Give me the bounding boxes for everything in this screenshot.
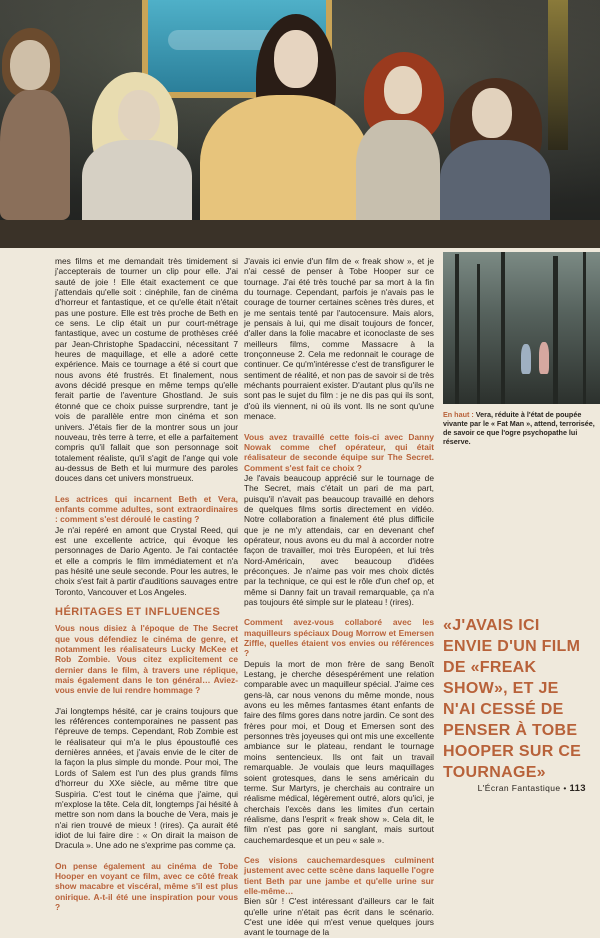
tree (455, 254, 459, 404)
doll-head (472, 88, 512, 138)
interview-question: Comment avez-vous collaboré avec les maquilleurs spéciaux Doug Morrow et Emersen Ziffle, quelles étaient vos envies ou références ? (244, 617, 434, 659)
girl-head (274, 30, 318, 88)
paragraph: Je l'avais beaucoup apprécié sur le tournage de The Secret, mais c'était un pari de ma part, puisqu'il n'avait pas beaucoup travaillé en dehors de quelques films sortis directement en vidéo. Notre collaboration a finalement été plus difficile que je ne m'y attendais, car en devenant chef opérateur, nous avons eu du mal à accorder notre façon de travailler, moi très Européen, et lui très Nord-Américain, avec beaucoup d'idées préconçues. Je n'aime pas voir mes choix dictés par la technique, ce qui est le rôle d'un chef op, et même si Danny fait un travail remarquable, ça n'a pas toujours été simple sur le plateau ! (rires). (244, 472, 434, 607)
paragraph: Je n'ai repéré en amont que Crystal Reed, qui est une excellente actrice, qui évoque les personnages de Dario Agento. Je l'ai contactée et elle a compris le film immédiatement et n'a pas hésité une seule seconde. Pour les autres, le choix s'est fait à partir d'auditions sauvages entre Toronto, Vancouver et Los Angeles. (55, 524, 238, 597)
section-subhead: HÉRITAGES ET INFLUENCES (55, 606, 221, 618)
pull-quote: «J'AVAIS ICI ENVIE D'UN FILM DE «FREAK SHOW», ET JE N'AI CESSÉ DE PENSER À TOBE HOOPER SUR CE TOURNAGE» (443, 617, 582, 781)
magazine-name: L'Écran Fantastique (477, 783, 561, 793)
hero-lamp (548, 0, 568, 150)
doll-head (10, 40, 50, 90)
paragraph: Bien sûr ! C'est intéressant d'ailleurs car le fait qu'elle urine n'était pas écrit dans le scénario. C'est une idée qui m'est venue quelques jours avant le tournage de la (244, 896, 434, 938)
interview-question: Vous avez travaillé cette fois-ci avec Danny Nowak comme chef opérateur, qui était réalisateur de seconde équipe sur The Secret. Comment s'est fait ce choix ? (244, 431, 434, 473)
forest-photo (443, 252, 600, 404)
paragraph: Depuis la mort de mon frère de sang Benoît Lestang, je cherche désespérément une relation comparable avec un maquilleur spécial. J'aime ces gens-là, car nous venons du même monde, nous avons eu les mêmes fantasmes étant enfants de faire des films gores dans notre jardin. Ce sont des frères pour moi, et Doug et Emersen sont des personnes très joyeuses qui ont mis une excellente ambiance sur le plateau, rendant le tournage moins sentencieux. Ils ont fait un travail remarquable. Je voulais que leurs maquillages soient grotesques, dans le sens américain du terme. Sur Martyrs, je cherchais au contraire un réalisme médical, légèrement outré, alors qu'ici, je cherchais l'excès dans les limites d'un certain réalisme, dans l'esprit « freak show ». Cela dit, le film n'est pas gore ni sanglant, mais surtout cauchemardesque et un peu « sale ». (244, 658, 434, 845)
photo-caption (443, 410, 595, 446)
hero-floor (0, 220, 600, 248)
tree (477, 264, 480, 404)
girl-figure (521, 344, 531, 374)
tree (553, 256, 558, 404)
folio-separator: • (560, 783, 570, 793)
doll-body (0, 90, 70, 220)
girl-figure (539, 342, 549, 374)
interview-question: Vous nous disiez à l'époque de The Secret que vous défendiez le cinéma de genre, et notamment les réalisateurs Lucky McKee et Rob Zombie. Vous citez explicitement ce dernier dans le film, à travers une réplique, mais également dans le ton général… Aviez-vous envie de lui rendre hommage ? (55, 623, 238, 696)
doll-head (384, 66, 422, 114)
hero-photo (0, 0, 600, 248)
doll-body (82, 140, 192, 230)
paragraph: J'avais ici envie d'un film de « freak show », et je n'ai cessé de penser à Tobe Hooper sur ce tournage. J'ai été très touché par sa mort à la fin du tournage. Cependant, parfois je n'avais pas le courage de tourner certaines scènes très dures, et je me sentais tenté par l'autocensure. Mais alors, je pensais à lui, qui me disait toujours de foncer, d'aller dans la folie macabre et iconoclaste de ses meilleurs films, comme Massacre à la tronçonneuse 2. Cela me redonnait le courage de continuer. Ce qu'm'intéresse c'est de transfigurer le sentiment de réalité, et non pas de savoir si de très méchants pourraient exister. D'autant plus qu'ils ne sont pas le sujet du film : je ne dis pas qui ils sont, d'où ils viennent, ni où ils vont. Ils ne sont qu'une menace. (244, 256, 434, 422)
tree (501, 252, 505, 404)
paragraph: mes films et me demandait très timidement si j'accepterais de tourner un clip pour elle. J'ai sauté de joie ! Elle était exactement ce que j'attendais qu'elle soit : cinéphile, fan de cinéma d'horreur et fantastique, et ce qu'elle était n'était pas une posture. Elle est très proche de Beth en ce sens. Le clip était un pur court-métrage fantastique, avec un costume de prothèses créé par Jean-Christophe Spadaccini, nécessitant 7 heures de maquillage, et elle a adoré cette expérience. Mais ce tournage a été si court que nous avons été frustrés. Et finalement, nous avons décidé presque en même temps qu'elle ferait partie de l'aventure Ghostland. Je suis étonné que ce choix puisse surprendre, tant je vois de parallèle entre mon cinéma et son univers. J'étais fier de la montrer sous un jour nouveau, très terre à terre, et elle a parfaitement compris qu'il fallait que son personnage soit totalement réaliste, qu'il s'agit de l'ange qui vole au-dessus de Beth et lui murmure des paroles douces dans cet univers monstrueux. (55, 256, 238, 484)
caption-lead: En haut : (443, 410, 476, 419)
page-number: 113 (569, 783, 586, 794)
caption-text: Vera, réduite à l'état de poupée vivante par le « Fat Man », attend, terrorisée, de savoir ce que l'ogre psychopathe lui réserve. (443, 410, 595, 446)
paragraph: J'ai longtemps hésité, car je crains toujours que les références contemporaines ne passent pas l'épreuve de temps. Cependant, Rob Zombie est le réalisateur qui m'a le plus époustouflé ces dernières années, et j'avais envie de le citer de la façon la plus simple du monde. Pour moi, The Lords of Salem est l'un des plus grands films d'horreur du XXe siècle, au même titre que Suspiria. C'est tout le cinéma que j'aime, qui m'explose la tête. Cela dit, longtemps j'ai hésité à mettre son nom dans la bouche de Vera, mais je n'ai rien trouvé de mieux ! (rires). Ça aurait été idiot de lui faire dire : « On dirait la maison de Dracula ». Une ado ne s'exprime pas comme ça. (55, 705, 238, 851)
tree (583, 252, 586, 404)
doll-head (118, 90, 160, 142)
interview-question: Ces visions cauchemardesques culminent justement avec cette scène dans laquelle l'ogre tient Beth par une jambe et qu'elle urine sur elle-même… (244, 854, 434, 896)
interview-question: Les actrices qui incarnent Beth et Vera, enfants comme adultes, sont extraordinaires : comment s'est déroulé le casting ? (55, 493, 238, 525)
text-column-1 (55, 256, 238, 912)
page-folio (478, 783, 586, 794)
doll-body (356, 120, 440, 230)
text-column-2 (244, 256, 434, 938)
interview-question: On pense également au cinéma de Tobe Hooper en voyant ce film, avec ce côté freak show macabre et viscéral, même s'il est plus onirique. A-t-il été une inspiration pour vous ? (55, 860, 238, 912)
